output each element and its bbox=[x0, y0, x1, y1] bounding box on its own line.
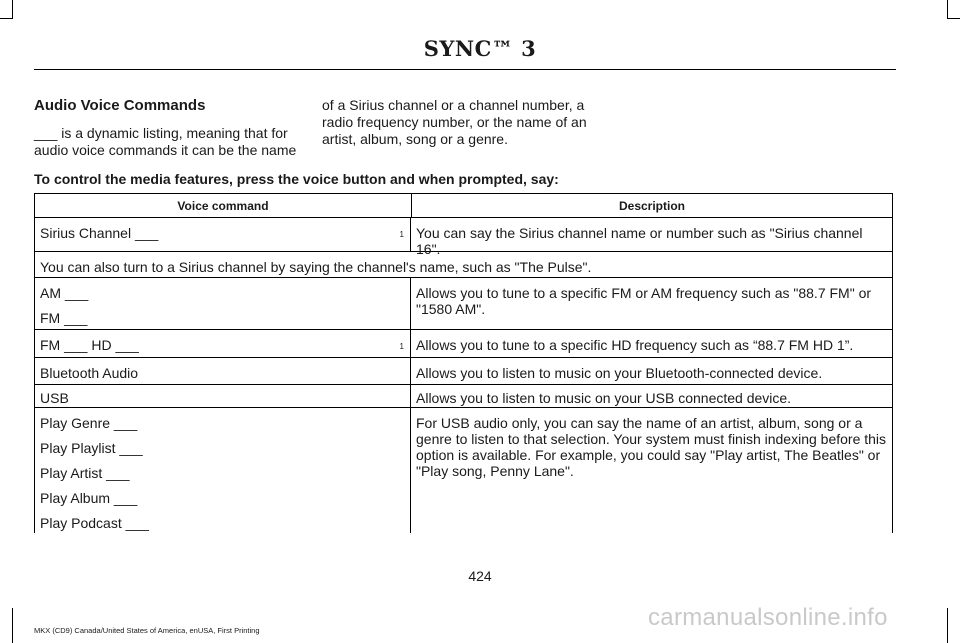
command-cell bbox=[35, 385, 411, 407]
description-cell: Allows you to tune to a specific FM or AM frequency such as "88.7 FM" or "1580 AM". bbox=[416, 285, 872, 317]
description-cell: You can say the Sirius channel name or number such as "Sirius channel 16". bbox=[416, 225, 863, 257]
section-heading: Audio Voice Commands bbox=[34, 97, 206, 114]
description-cell: Allows you to listen to music on your Bluetooth-connected device. bbox=[416, 365, 823, 381]
voice-command: Play Artist ___ bbox=[40, 465, 130, 481]
description-cell: Allows you to tune to a specific HD frequency such as “88.7 FM HD 1”. bbox=[416, 337, 854, 353]
voice-command: FM ___ bbox=[40, 310, 88, 326]
crop-mark bbox=[0, 18, 13, 19]
voice-command-table bbox=[34, 193, 893, 533]
full-width-note: You can also turn to a Sirius channel by saying the channel's name, such as "The Pulse". bbox=[40, 259, 592, 275]
command-cell bbox=[35, 408, 411, 533]
command-cell bbox=[35, 278, 411, 329]
voice-command: Play Album ___ bbox=[40, 490, 138, 506]
footnote-marker: 1 bbox=[399, 342, 404, 351]
description-cell: Allows you to listen to music on your USB connected device. bbox=[416, 390, 792, 406]
table-row bbox=[34, 407, 893, 533]
header-description: Description bbox=[618, 198, 685, 213]
table-row bbox=[34, 277, 893, 329]
voice-command: FM ___ HD ___ bbox=[40, 337, 139, 353]
voice-command: Play Podcast ___ bbox=[40, 515, 149, 531]
instruction-text: To control the media features, press the voice button and when prompted, say: bbox=[34, 171, 559, 187]
voice-command: Bluetooth Audio bbox=[40, 365, 139, 381]
crop-mark bbox=[947, 0, 948, 18]
table-row bbox=[34, 217, 893, 257]
description-cell: For USB audio only, you can say the name of an artist, album, song or a genre to listen to that selection. Your system must finish indexing before this option is available. For example, you could say "Play artist, The Beatles" or "Play song, Penny Lane". bbox=[416, 415, 887, 479]
table-row bbox=[34, 251, 893, 277]
watermark: carmanualsonline.info bbox=[648, 604, 888, 631]
page-header-title: SYNC™ 3 bbox=[423, 36, 537, 61]
voice-command: Play Playlist ___ bbox=[40, 440, 143, 456]
voice-command: Sirius Channel ___ bbox=[40, 225, 159, 241]
voice-command: AM ___ bbox=[40, 285, 89, 301]
intro-text-left: ___ is a dynamic listing, meaning that for audio voice commands it can be the name bbox=[34, 125, 297, 158]
command-cell bbox=[35, 330, 411, 357]
table-row bbox=[34, 329, 893, 357]
table-header-row bbox=[34, 193, 893, 217]
intro-text-right: of a Sirius channel or a channel number, a radio frequency number, or the name of an artist, album, song or a genre. bbox=[322, 97, 587, 147]
table-row bbox=[34, 384, 893, 407]
edition-footer: MKX (CD9) Canada/United States of America, enUSA, First Printing bbox=[34, 626, 260, 635]
page-number: 424 bbox=[468, 568, 492, 584]
crop-mark bbox=[947, 18, 960, 19]
crop-mark bbox=[12, 608, 13, 643]
header-voice-command: Voice command bbox=[35, 194, 412, 217]
header-divider bbox=[34, 69, 896, 70]
footnote-marker: 1 bbox=[399, 230, 404, 239]
voice-command: Play Genre ___ bbox=[40, 415, 138, 431]
crop-mark bbox=[947, 608, 948, 643]
command-cell bbox=[35, 218, 411, 251]
table-row bbox=[34, 357, 893, 384]
crop-mark bbox=[12, 0, 13, 18]
voice-command: USB bbox=[40, 390, 69, 406]
command-cell bbox=[35, 358, 411, 384]
